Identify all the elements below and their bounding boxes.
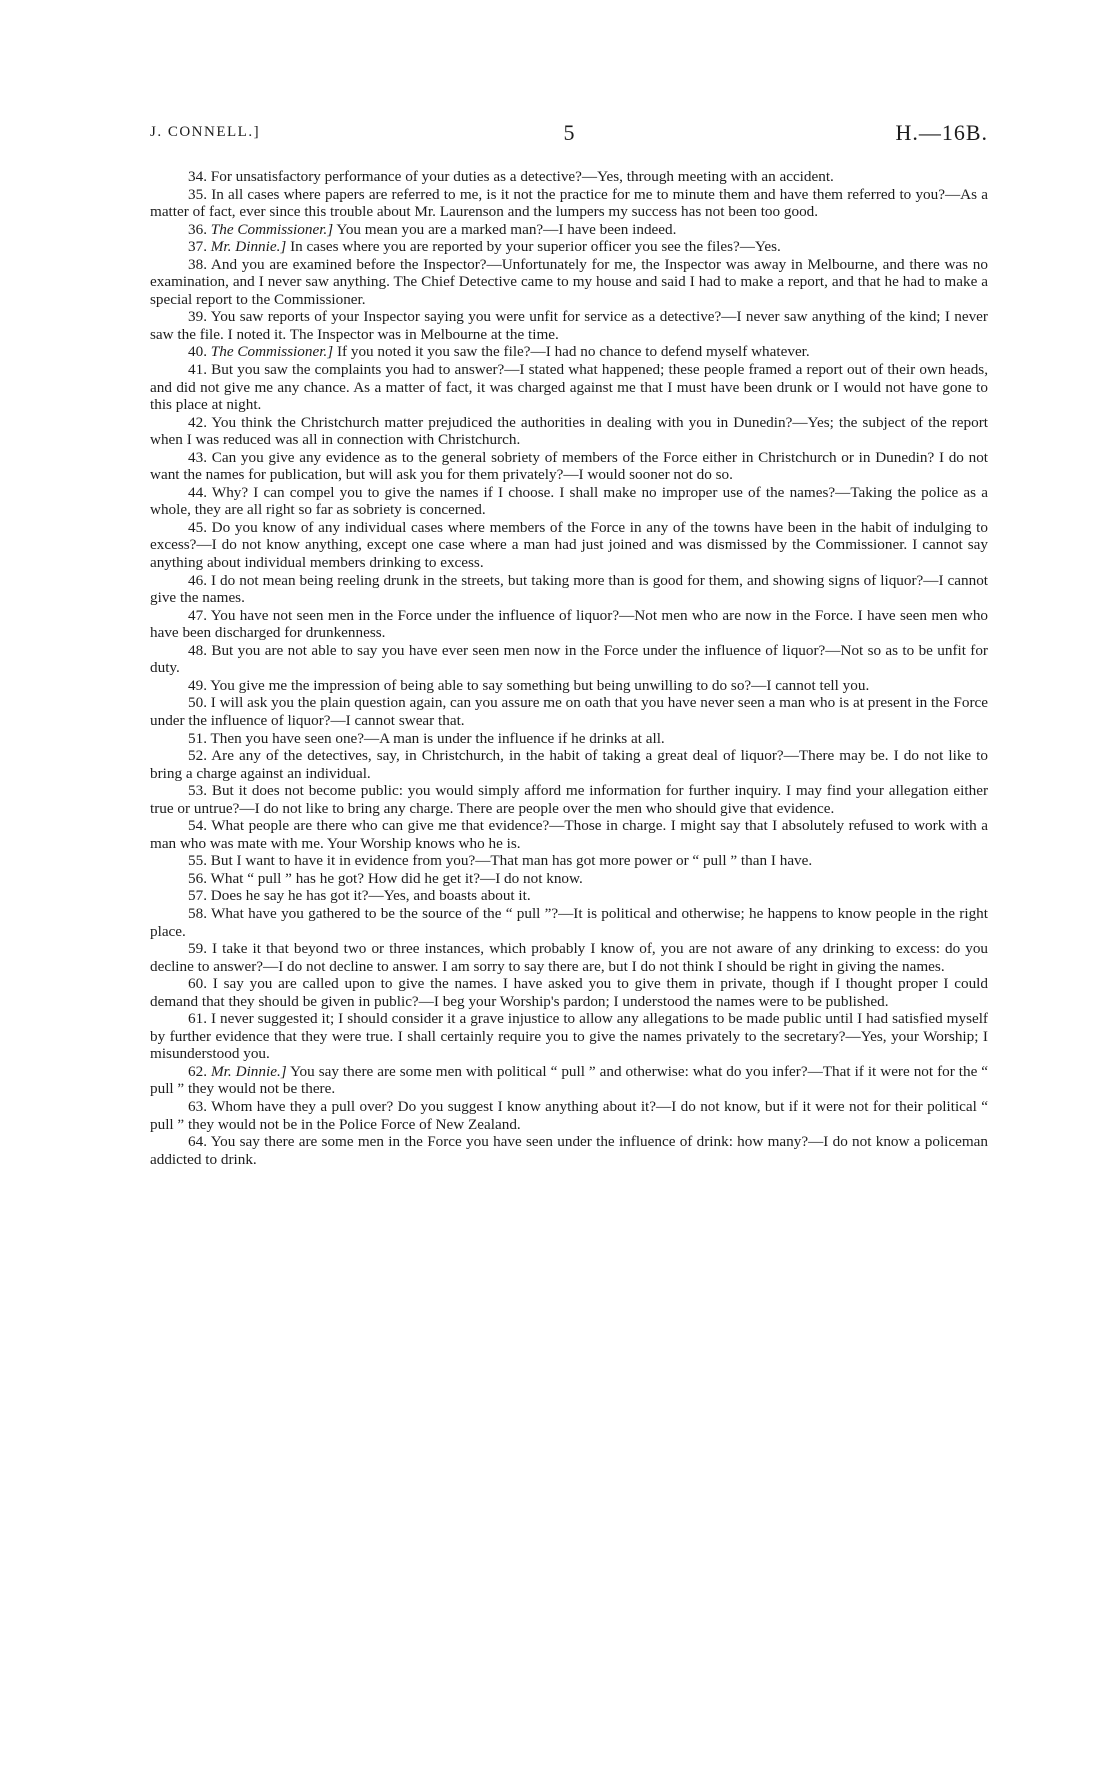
testimony-paragraph	[150, 782, 988, 817]
testimony-paragraph	[150, 852, 988, 870]
testimony-paragraph	[150, 414, 988, 449]
question-number: 39.	[188, 308, 207, 326]
speaker-label: Mr. Dinnie.]	[210, 1062, 287, 1080]
question-number: 54.	[188, 817, 207, 835]
document-reference: H.—16B.	[895, 120, 988, 145]
page-header	[150, 120, 988, 150]
testimony-paragraph	[150, 870, 988, 888]
question-number: 63.	[188, 1097, 207, 1115]
question-number: 60.	[188, 975, 207, 993]
question-answer-text: In cases where you are reported by your superior officer you see the files?—Yes.	[290, 238, 781, 256]
testimony-paragraph	[150, 694, 988, 729]
testimony-paragraph	[150, 168, 988, 186]
testimony-paragraph	[150, 607, 988, 642]
question-answer-text: You say there are some men with political “ pull ” and otherwise: what do you infer?—That if it were not for the “ pull ” they would not be there.	[150, 1062, 989, 1098]
testimony-paragraph	[150, 238, 988, 256]
question-number: 42.	[188, 413, 207, 431]
question-number: 50.	[188, 694, 207, 712]
question-number: 38.	[188, 255, 207, 273]
question-answer-text: I take it that beyond two or three instances, which probably I know of, you are not aware of any drinking to excess: do you decline to answer?—I do not decline to answer. I am sorry to say there are, but I do not think I should be right in giving the names.	[150, 940, 989, 975]
question-number: 40.	[188, 343, 207, 361]
question-answer-text: Then you have seen one?—A man is under the influence if he drinks at all.	[210, 729, 665, 747]
question-answer-text: Do you know of any individual cases where members of the Force in any of the towns have been in the habit of indulging to excess?—I do not know anything, except one case where a man had just joined and was dismissed by the Commissioner. I cannot say anything about individual members drinking to excess.	[150, 518, 988, 572]
question-answer-text: Are any of the detectives, say, in Christchurch, in the habit of taking a great deal of liquor?—There may be. I do not like to bring a charge against an individual.	[150, 747, 988, 782]
question-answer-text: You say there are some men in the Force you have seen under the influence of drink: how many?—I do not know a policeman addicted to drink.	[150, 1133, 989, 1168]
question-answer-text: But you are not able to say you have ever seen men now in the Force under the influence of liquor?—Not so as to be unfit for duty.	[150, 641, 988, 677]
testimony-paragraph	[150, 343, 988, 361]
testimony-paragraph	[150, 1010, 988, 1063]
question-number: 36.	[188, 220, 207, 238]
question-answer-text: Whom have they a pull over? Do you suggest I know anything about it?—I do not know, but if it were not for their political “ pull ” they would not be in the Police Force of New Zealand.	[150, 1097, 988, 1133]
testimony-paragraph	[150, 1063, 988, 1098]
question-answer-text: If you noted it you saw the file?—I had no chance to defend myself whatever.	[336, 343, 810, 361]
question-number: 64.	[188, 1133, 207, 1151]
question-number: 46.	[188, 571, 207, 589]
page-number: 5	[563, 120, 575, 145]
question-answer-text: But you saw the complaints you had to answer?—I stated what happened; these people framed a report out of their own heads, and did not give me any chance. As a matter of fact, it was charged against me that I must have been drunk or I would not have gone to this place at night.	[150, 361, 989, 414]
testimony-paragraph	[150, 572, 988, 607]
question-number: 34.	[188, 168, 207, 185]
testimony-body	[150, 168, 988, 1168]
testimony-paragraph	[150, 361, 988, 414]
question-number: 41.	[188, 361, 207, 379]
testimony-paragraph	[150, 817, 988, 852]
testimony-paragraph	[150, 747, 988, 782]
testimony-paragraph	[150, 677, 988, 695]
testimony-paragraph	[150, 905, 988, 940]
question-answer-text: You have not seen men in the Force under the influence of liquor?—Not men who are now in the Force. I have seen men who have been discharged for drunkenness.	[150, 606, 989, 642]
question-answer-text: I say you are called upon to give the names. I have asked you to give them in private, though if I thought proper I could demand that they should be given in public?—I beg your Worship's pardon; I understood the names were to be published.	[150, 975, 988, 1010]
question-answer-text: For unsatisfactory performance of your duties as a detective?—Yes, through meeting with an accident.	[210, 168, 834, 185]
speaker-label: The Commissioner.]	[210, 343, 334, 361]
question-number: 58.	[188, 904, 207, 922]
question-answer-text: And you are examined before the Inspector?—Unfortunately for me, the Inspector was away in Melbourne, and there was no examination, and I never saw anything. The Chief Detective came to my house and said I had to make a report, and that he had to make a special report to the Commissioner.	[150, 255, 988, 308]
question-answer-text: In all cases where papers are referred to me, is it not the practice for me to minute them and have them referred to you?—As a matter of fact, ever since this trouble about Mr. Laurenson and the lumpers my success has not been too good.	[150, 185, 988, 221]
testimony-paragraph	[150, 642, 988, 677]
question-answer-text: I will ask you the plain question again, can you assure me on oath that you have never seen a man who is at present in the Force under the influence of liquor?—I cannot swear that.	[150, 694, 988, 729]
question-number: 45.	[188, 518, 207, 536]
question-answer-text: What have you gathered to be the source of the “ pull ”?—It is political and otherwise; he happens to know people in the right place.	[150, 904, 988, 940]
question-number: 55.	[188, 852, 207, 870]
question-number: 47.	[188, 606, 207, 624]
question-answer-text: You give me the impression of being able to say something but being unwilling to do so?—I cannot tell you.	[210, 676, 870, 694]
question-answer-text: I do not mean being reeling drunk in the streets, but taking more than is good for them, and showing signs of liquor?—I cannot give the names.	[150, 571, 989, 607]
testimony-paragraph	[150, 1098, 988, 1133]
testimony-paragraph	[150, 221, 988, 239]
question-answer-text: I never suggested it; I should consider it a grave injustice to allow any allegations to be made public until I had satisfied myself by further evidence that they were true. I shall certainly require you to give the names privately to the secretary?—Yes, your Worship; I misunderstood you.	[150, 1010, 988, 1063]
speaker-label: Mr. Dinnie.]	[210, 238, 287, 256]
question-answer-text: But it does not become public: you would simply afford me information for further inquiry. I may find your allegation either true or untrue?—I do not like to bring any charge. There are people over the men who should give that evidence.	[150, 782, 988, 817]
question-number: 52.	[188, 747, 207, 765]
question-number: 57.	[188, 887, 207, 905]
question-number: 53.	[188, 782, 207, 800]
question-answer-text: Does he say he has got it?—Yes, and boasts about it.	[210, 887, 531, 905]
testimony-paragraph	[150, 1133, 988, 1168]
question-number: 51.	[188, 729, 207, 747]
testimony-paragraph	[150, 186, 988, 221]
question-answer-text: Can you give any evidence as to the general sobriety of members of the Force either in Christchurch or in Dunedin? I do not want the names for publication, but will ask you for them privately?—I would sooner not do so.	[150, 448, 989, 484]
speaker-label: The Commissioner.]	[210, 220, 334, 238]
question-answer-text: What people are there who can give me that evidence?—Those in charge. I might say that I absolutely refused to work with a man who was mate with me. Your Worship knows who he is.	[150, 817, 989, 852]
testimony-paragraph	[150, 887, 988, 905]
question-answer-text: Why? I can compel you to give the names if I choose. I shall make no improper use of the names?—Taking the police as a whole, they are all right so far as sobriety is concerned.	[150, 483, 988, 519]
question-number: 62.	[188, 1062, 207, 1080]
question-number: 61.	[188, 1010, 207, 1028]
witness-name: J. CONNELL.]	[150, 124, 261, 140]
testimony-paragraph	[150, 519, 988, 572]
question-answer-text: You saw reports of your Inspector saying you were unfit for service as a detective?—I never saw anything of the kind; I never saw the file. I noted it. The Inspector was in Melbourne at the time.	[150, 308, 988, 343]
question-number: 49.	[188, 676, 207, 694]
question-number: 37.	[188, 238, 207, 256]
question-answer-text: You think the Christchurch matter prejudiced the authorities in dealing with you in Dunedin?—Yes; the subject of the report when I was reduced was all in connection with Christchurch.	[150, 413, 988, 449]
question-number: 44.	[188, 483, 207, 501]
question-answer-text: You mean you are a marked man?—I have been indeed.	[336, 220, 677, 238]
testimony-paragraph	[150, 730, 988, 748]
testimony-paragraph	[150, 449, 988, 484]
testimony-paragraph	[150, 940, 988, 975]
question-answer-text: What “ pull ” has he got? How did he get it?—I do not know.	[210, 869, 583, 887]
question-number: 48.	[188, 641, 207, 659]
question-number: 59.	[188, 940, 207, 958]
testimony-paragraph	[150, 256, 988, 309]
testimony-paragraph	[150, 308, 988, 343]
testimony-paragraph	[150, 975, 988, 1010]
question-number: 35.	[188, 185, 207, 203]
question-number: 43.	[188, 448, 207, 466]
testimony-paragraph	[150, 484, 988, 519]
question-answer-text: But I want to have it in evidence from you?—That man has got more power or “ pull ” than I have.	[210, 852, 813, 870]
question-number: 56.	[188, 869, 207, 887]
